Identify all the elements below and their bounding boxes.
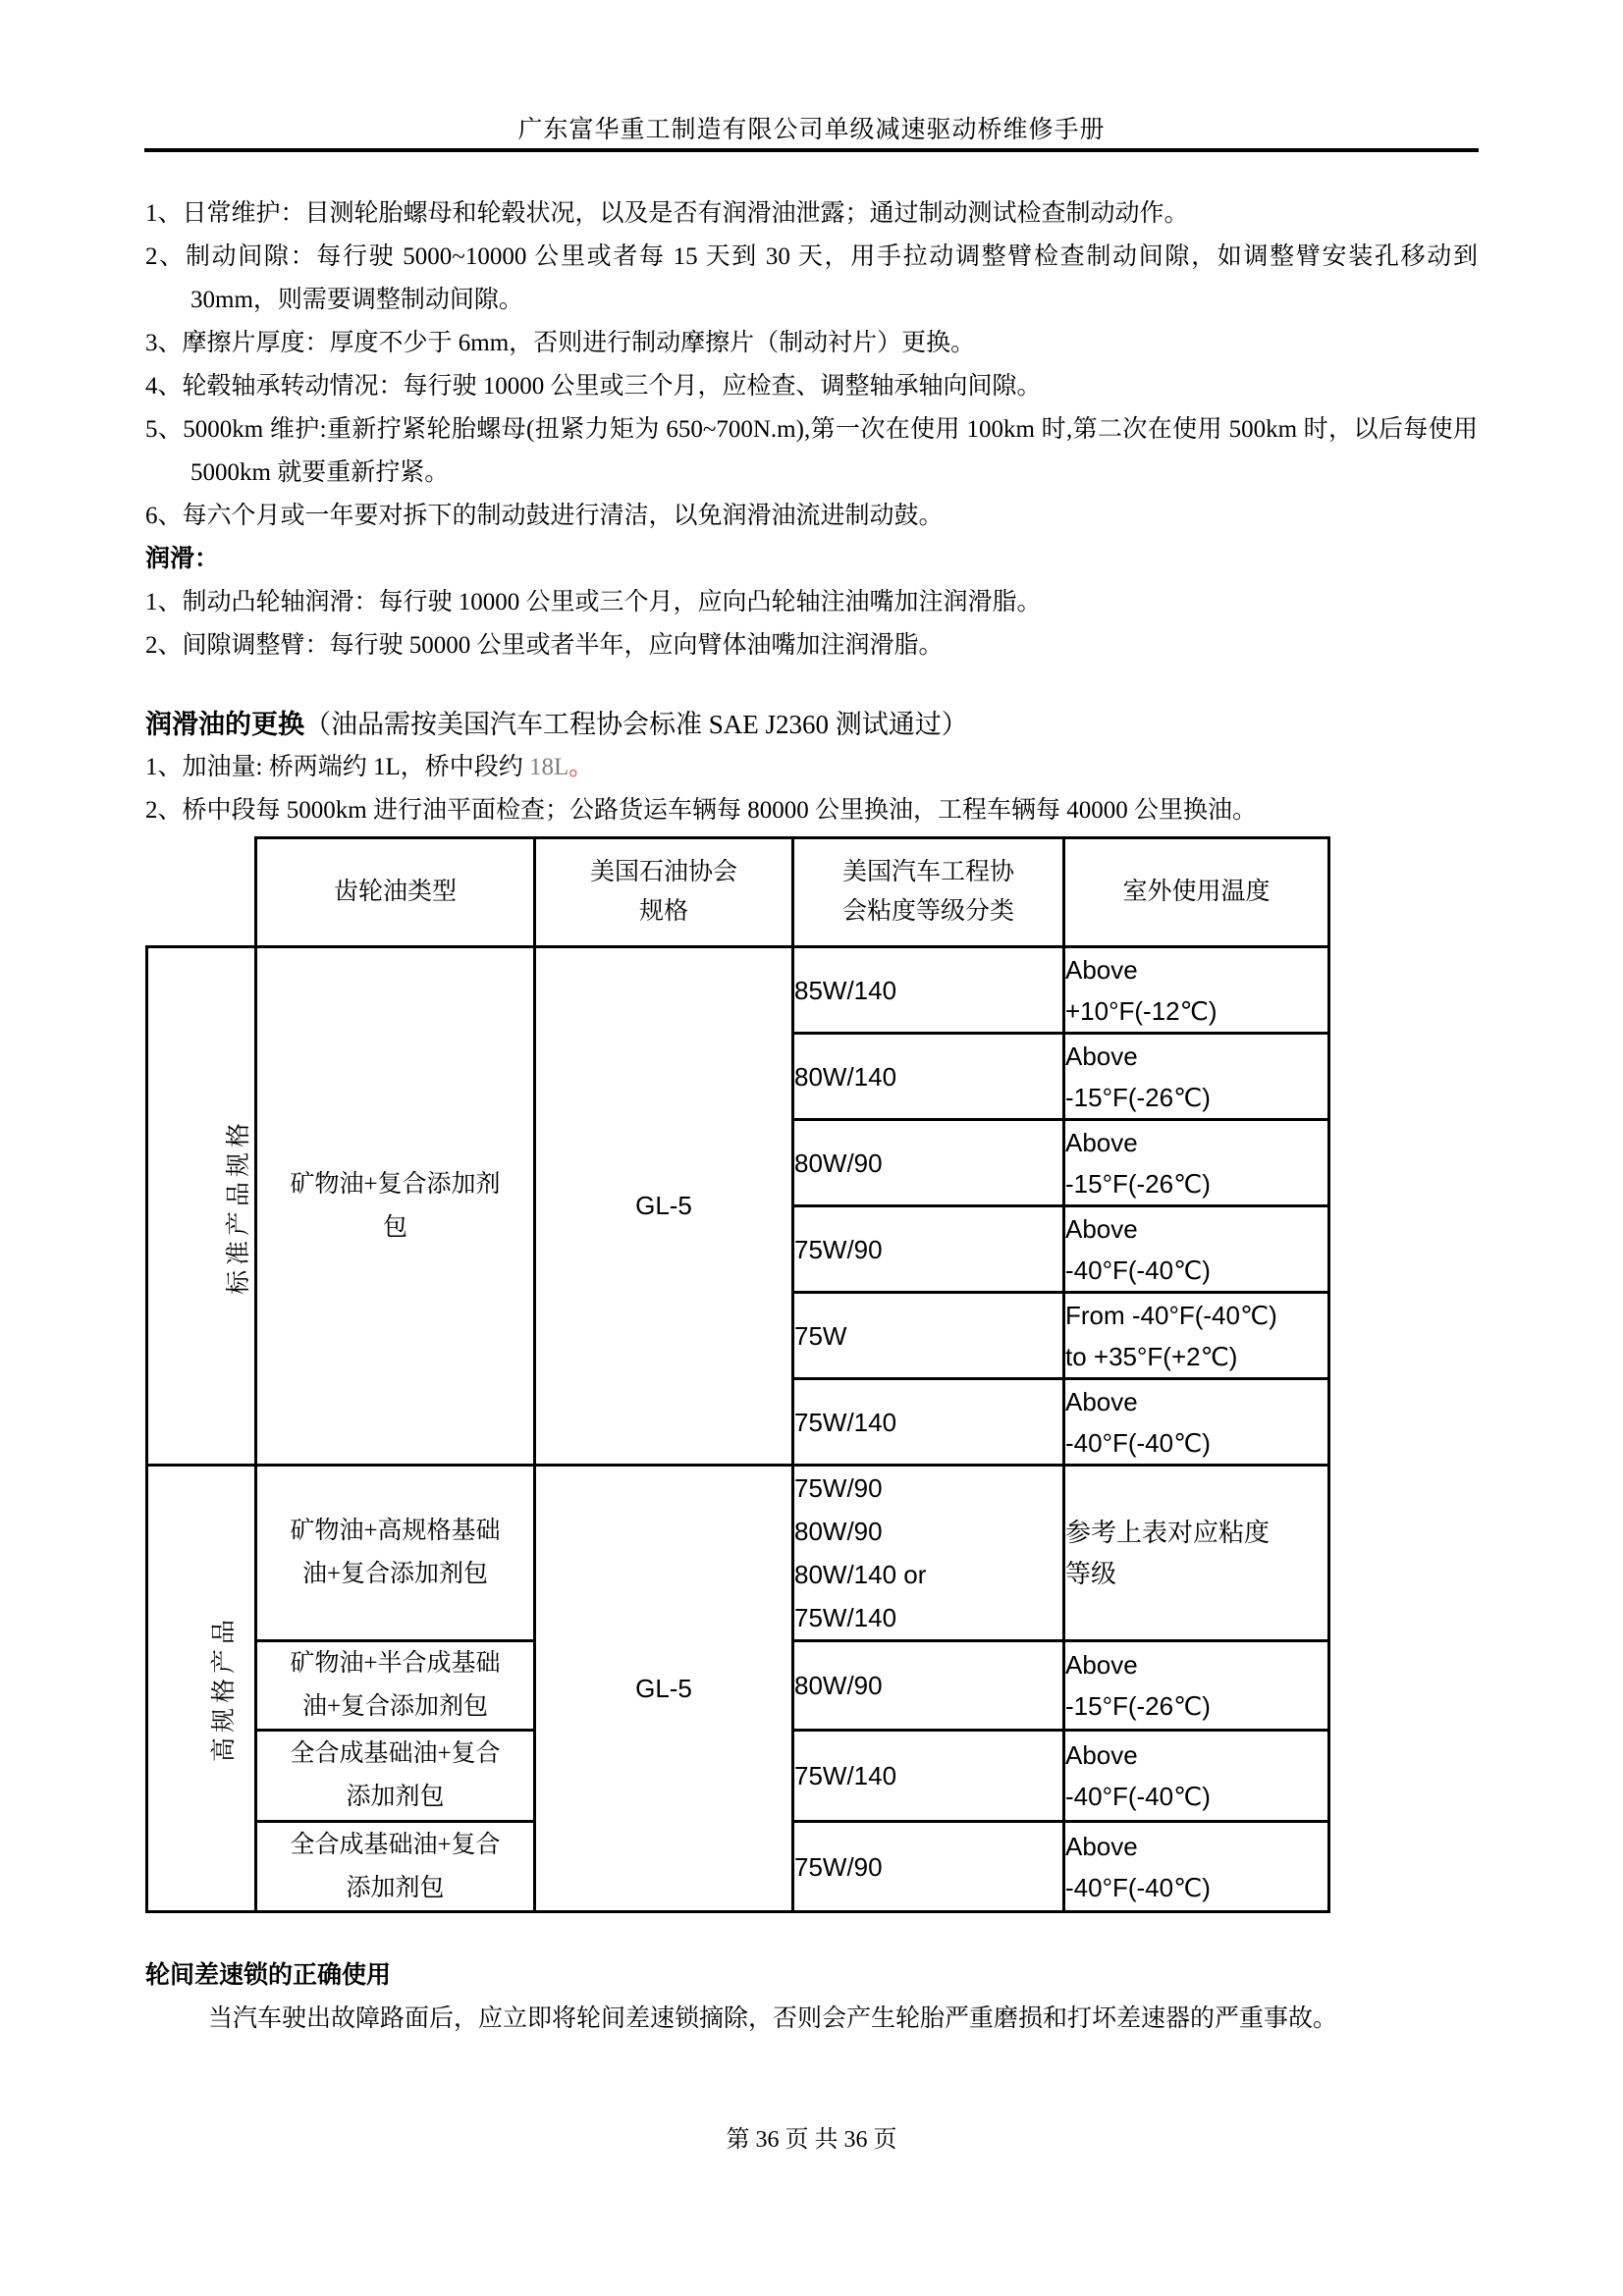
category-cell-premium bbox=[147, 1466, 256, 1912]
column-header-outdoor-temp: 室外使用温度 bbox=[1064, 838, 1329, 947]
viscosity-cell: 75W/140 bbox=[793, 1731, 1064, 1822]
temperature-cell: Above -15°F(-26℃) bbox=[1064, 1120, 1329, 1206]
api-spec-cell: GL-5 bbox=[535, 947, 793, 1466]
temperature-cell: Above -40°F(-40℃) bbox=[1064, 1731, 1329, 1822]
page-header-title: 广东富华重工制造有限公司单级减速驱动桥维修手册 bbox=[517, 117, 1106, 143]
category-label-vertical: 高规格产品 bbox=[211, 1614, 239, 1763]
item-number: 3、 bbox=[145, 330, 183, 356]
oil-type-cell: 矿物油+高规格基础 油+复合添加剂包 bbox=[256, 1466, 535, 1641]
oil-capacity-value: 18L bbox=[528, 754, 569, 780]
temperature-cell: Above -15°F(-26℃) bbox=[1064, 1641, 1329, 1731]
header-divider bbox=[144, 148, 1479, 152]
viscosity-cell: 75W bbox=[793, 1293, 1064, 1379]
lubrication-heading: 润滑： bbox=[145, 546, 220, 572]
oil-type-cell: 矿物油+复合添加剂 包 bbox=[256, 947, 535, 1466]
item-number: 2、 bbox=[145, 797, 183, 824]
item-text: 摩擦片厚度：厚度不少于 6mm，否则进行制动摩擦片（制动衬片）更换。 bbox=[182, 330, 976, 356]
viscosity-cell: 75W/90 80W/90 80W/140 or 75W/140 bbox=[793, 1466, 1064, 1641]
viscosity-cell: 80W/90 bbox=[793, 1641, 1064, 1731]
oil-type-cell: 全合成基础油+复合 添加剂包 bbox=[256, 1822, 535, 1912]
temperature-cell: Above -40°F(-40℃) bbox=[1064, 1206, 1329, 1293]
item-text: 制动间隙：每行驶 5000~10000 公里或者每 15 天到 30 天，用手拉动调整臂检查制动间隙，如调整臂安装孔移动到 30mm，则需要调整制动间隙。 bbox=[185, 243, 1478, 313]
item-text: 制动凸轮轴润滑：每行驶 10000 公里或三个月，应向凸轮轴注油嘴加注润滑脂。 bbox=[182, 589, 1042, 615]
list-item bbox=[145, 365, 1478, 408]
gear-oil-table bbox=[145, 836, 1330, 1913]
item-text: 加油量: 桥两端约 1L，桥中段约 bbox=[182, 754, 529, 780]
temperature-cell: Above -15°F(-26℃) bbox=[1064, 1034, 1329, 1120]
item-text: 日常维护：目测轮胎螺母和轮毂状况，以及是否有润滑油泄露；通过制动测试检查制动动作。 bbox=[182, 200, 1189, 227]
item-number: 4、 bbox=[145, 373, 183, 400]
viscosity-cell: 75W/90 bbox=[793, 1206, 1064, 1293]
list-item bbox=[145, 581, 1478, 624]
column-header-sae-viscosity: 美国汽车工程协 会粘度等级分类 bbox=[793, 838, 1064, 947]
diff-lock-heading: 轮间差速锁的正确使用 bbox=[145, 1962, 392, 1989]
oil-type-cell: 矿物油+半合成基础 油+复合添加剂包 bbox=[256, 1641, 535, 1731]
temperature-cell: Above -40°F(-40℃) bbox=[1064, 1822, 1329, 1912]
empty-corner-cell bbox=[147, 838, 256, 947]
list-item bbox=[145, 624, 1478, 667]
item-number: 2、 bbox=[145, 632, 183, 659]
list-item bbox=[145, 322, 1478, 365]
oil-change-heading-note: （油品需按美国汽车工程协会标准 SAE J2360 测试通过） bbox=[304, 710, 968, 739]
page-content bbox=[145, 192, 1478, 2041]
list-item bbox=[145, 192, 1478, 236]
item-text: 5000km 维护:重新拧紧轮胎螺母(扭紧力矩为 650~700N.m),第一次在使用 100km 时,第二次在使用 500km 时，以后每使用 5000km 就要重新拧紧。 bbox=[183, 416, 1478, 486]
table-row bbox=[147, 947, 1329, 1034]
item-text: 桥中段每 5000km 进行油平面检查；公路货运车辆每 80000 公里换油，工程车辆每 40000 公里换油。 bbox=[182, 797, 1257, 824]
category-cell-standard bbox=[147, 947, 256, 1466]
diff-lock-paragraph: 当汽车驶出故障路面后，应立即将轮间差速锁摘除，否则会产生轮胎严重磨损和打坏差速器的严重事故。 bbox=[208, 2005, 1338, 2032]
item-text: 每六个月或一年要对拆下的制动鼓进行清洁，以免润滑油流进制动鼓。 bbox=[182, 503, 944, 529]
item-number: 2、 bbox=[145, 243, 186, 270]
temperature-cell: From -40°F(-40℃) to +35°F(+2℃) bbox=[1064, 1293, 1329, 1379]
viscosity-cell: 75W/90 bbox=[793, 1822, 1064, 1912]
temperature-cell: Above -40°F(-40℃) bbox=[1064, 1379, 1329, 1466]
item-number: 6、 bbox=[145, 503, 183, 529]
oil-type-cell: 全合成基础油+复合 添加剂包 bbox=[256, 1731, 535, 1822]
list-item bbox=[145, 746, 1478, 789]
column-header-api-spec: 美国石油协会 规格 bbox=[535, 838, 793, 947]
viscosity-cell: 80W/140 bbox=[793, 1034, 1064, 1120]
category-label-vertical: 标准产品规格 bbox=[226, 1117, 253, 1295]
temperature-cell: Above +10°F(-12℃) bbox=[1064, 947, 1329, 1034]
oil-change-heading-title: 润滑油的更换 bbox=[145, 710, 304, 739]
item-number: 5、 bbox=[145, 416, 184, 443]
page-number: 第 36 页 共 36 页 bbox=[726, 2127, 897, 2153]
viscosity-cell: 75W/140 bbox=[793, 1379, 1064, 1466]
list-item bbox=[145, 408, 1478, 495]
table-row bbox=[147, 1466, 1329, 1641]
list-item bbox=[145, 495, 1478, 538]
item-text: 轮毂轴承转动情况：每行驶 10000 公里或三个月，应检查、调整轴承轴向间隙。 bbox=[182, 373, 1042, 400]
item-number: 1、 bbox=[145, 200, 183, 227]
list-item bbox=[145, 789, 1478, 832]
red-period: 。 bbox=[568, 754, 594, 780]
api-spec-cell: GL-5 bbox=[535, 1466, 793, 1912]
item-number: 1、 bbox=[145, 589, 183, 615]
item-number: 1、 bbox=[145, 754, 183, 780]
table-header-row bbox=[147, 838, 1329, 947]
list-item bbox=[145, 236, 1478, 322]
viscosity-cell: 80W/90 bbox=[793, 1120, 1064, 1206]
temperature-cell: 参考上表对应粘度 等级 bbox=[1064, 1466, 1329, 1641]
item-text: 间隙调整臂：每行驶 50000 公里或者半年，应向臂体油嘴加注润滑脂。 bbox=[182, 632, 944, 659]
column-header-oil-type: 齿轮油类型 bbox=[256, 838, 535, 947]
oil-change-heading bbox=[145, 703, 1478, 746]
viscosity-cell: 85W/140 bbox=[793, 947, 1064, 1034]
